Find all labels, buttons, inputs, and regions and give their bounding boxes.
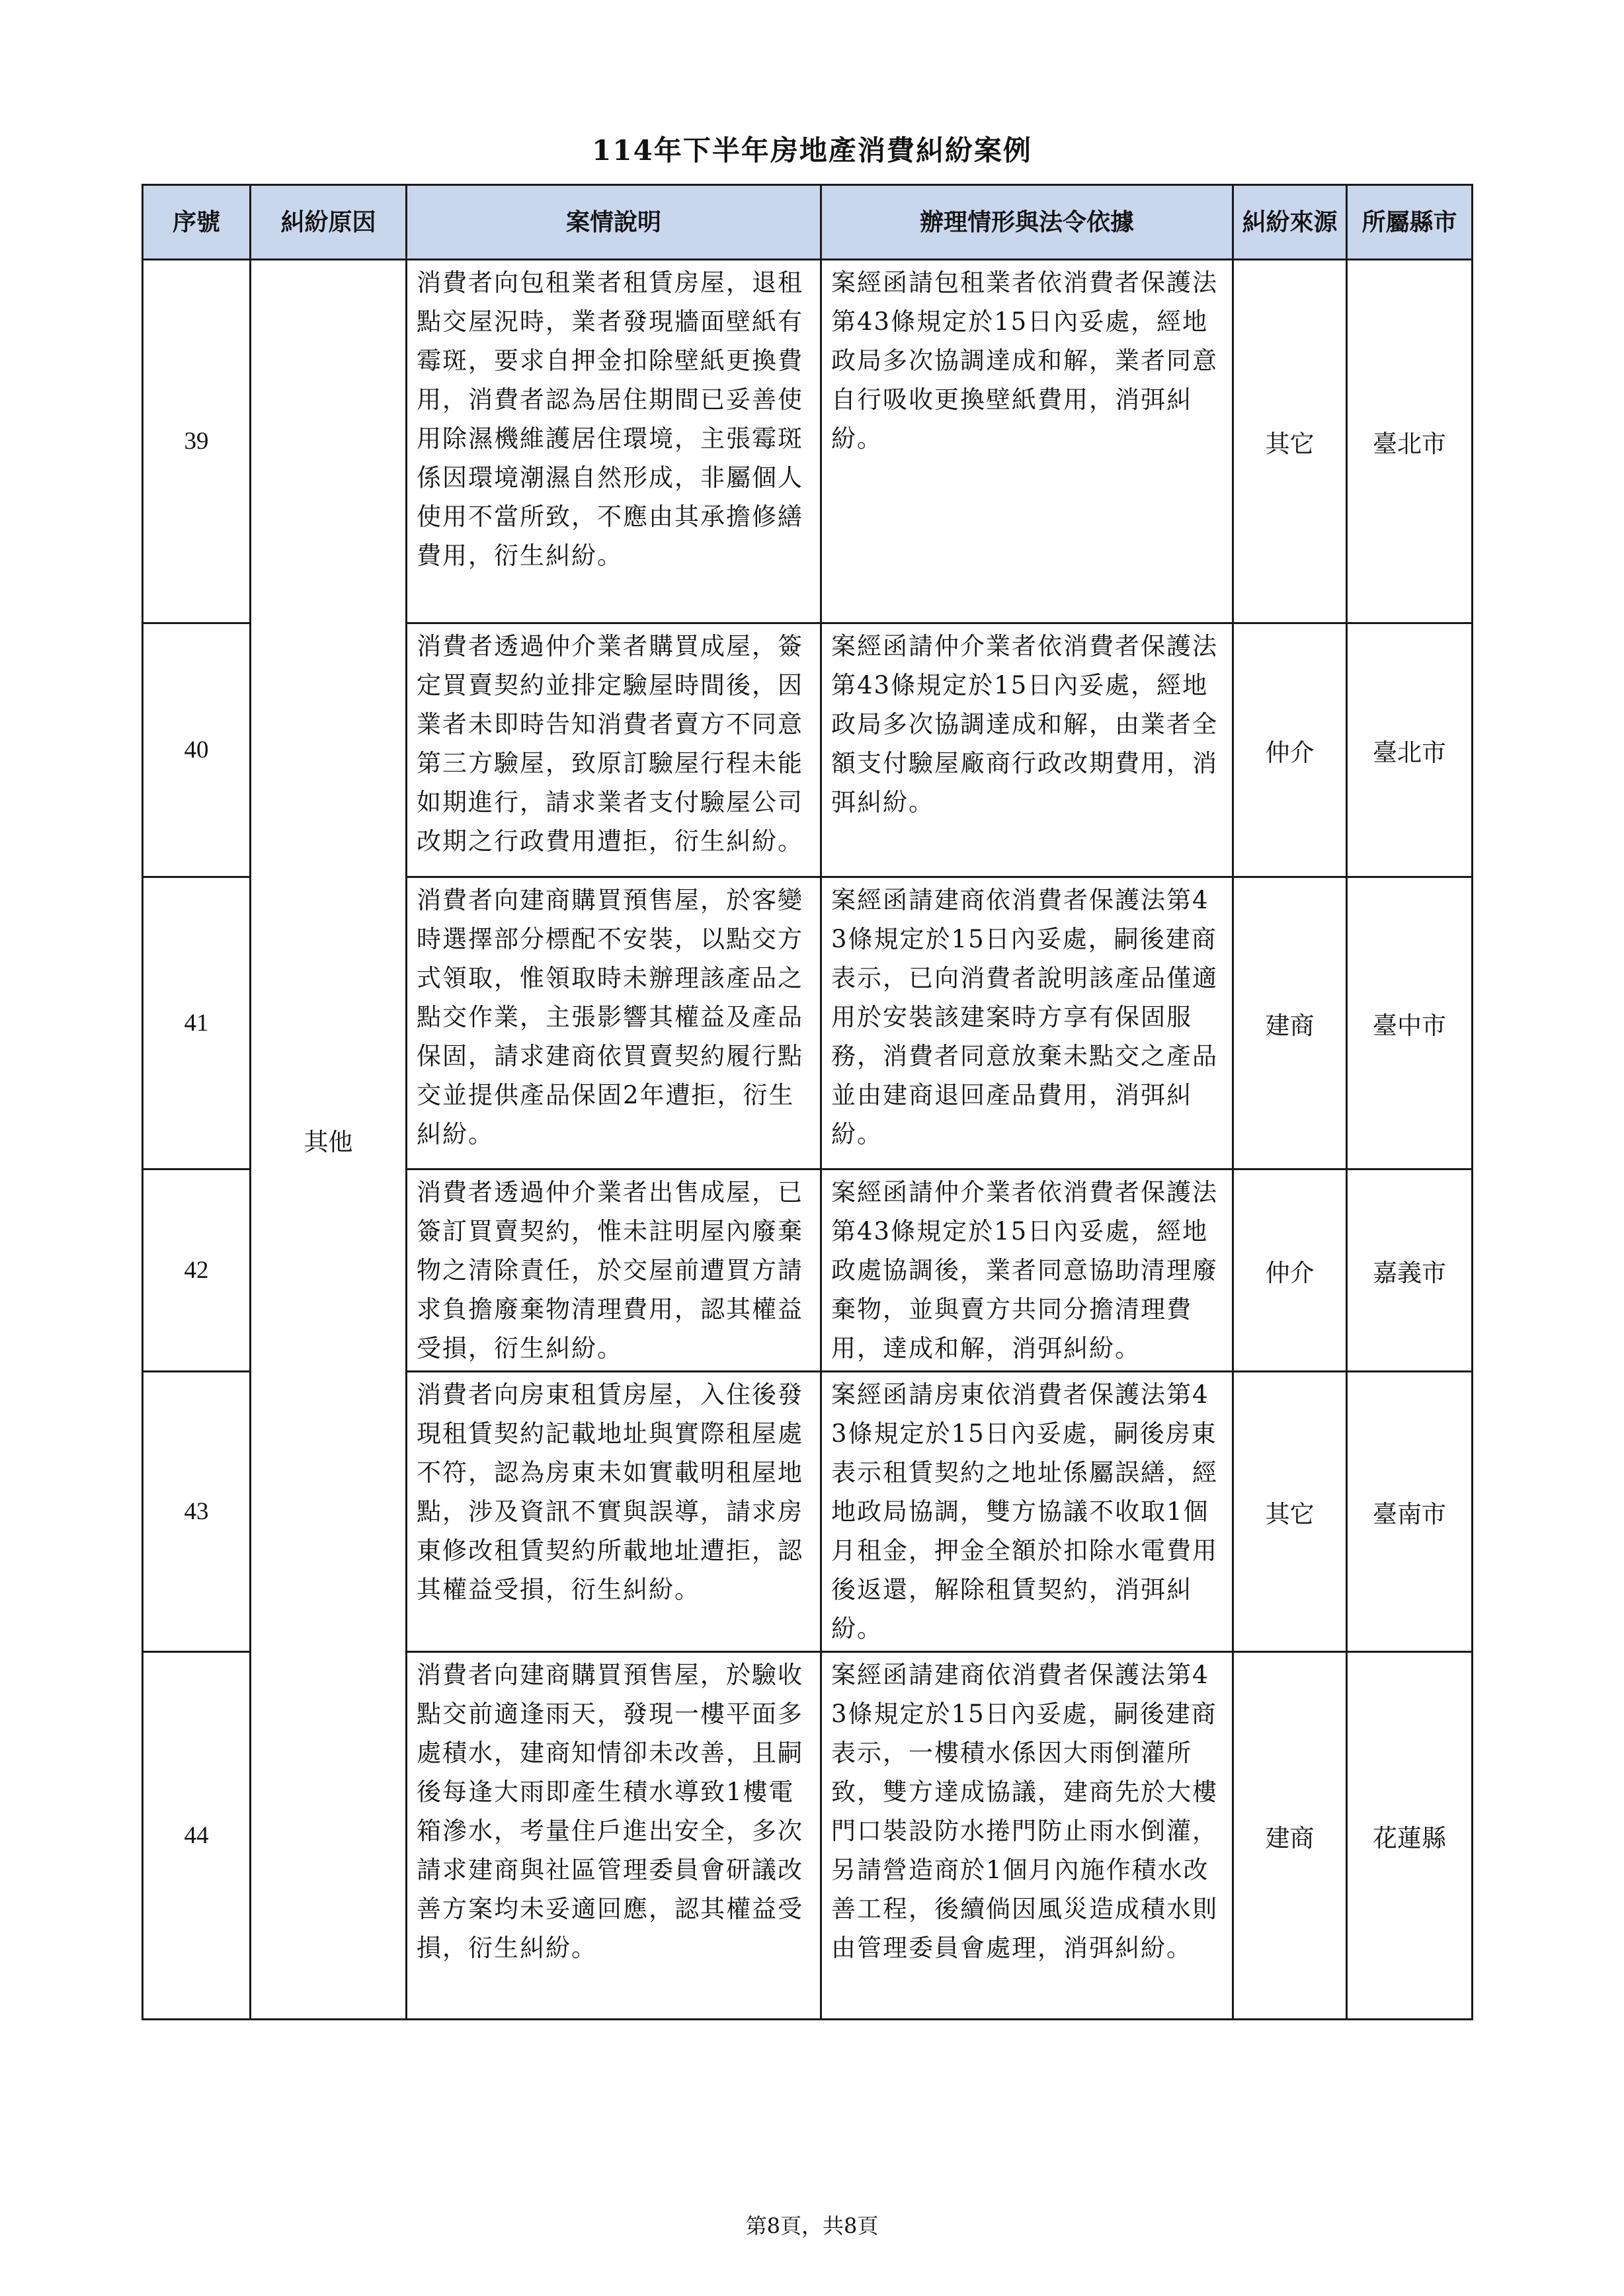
col-header-handling: 辦理情形與法令依據 — [821, 185, 1233, 260]
row-number: 39 — [143, 260, 251, 623]
case-handling: 案經函請仲介業者依消費者保護法第43條規定於15日內妥處，經地政局多次協調達成和解，由業者全額支付驗屋廠商行政改期費用，消弭糾紛。 — [821, 623, 1233, 877]
row-number: 41 — [143, 877, 251, 1169]
case-description: 消費者透過仲介業者出售成屋，已簽訂買賣契約，惟未註明屋內廢棄物之清除責任，於交屋前遭買方請求負擔廢棄物清理費用，認其權益受損，衍生糾紛。 — [407, 1169, 821, 1372]
col-header-county: 所屬縣市 — [1347, 185, 1473, 260]
col-header-desc: 案情說明 — [407, 185, 821, 260]
case-handling: 案經函請仲介業者依消費者保護法第43條規定於15日內妥處，經地政處協調後，業者同意協助清理廢棄物，並與賣方共同分擔清理費用，達成和解，消弭糾紛。 — [821, 1169, 1233, 1372]
case-description: 消費者向包租業者租賃房屋，退租點交屋況時，業者發現牆面壁紙有霉斑，要求自押金扣除壁紙更換費用，消費者認為居住期間已妥善使用除濕機維護居住環境，主張霉斑係因環境潮濕自然形成，非屬個人使用不當所致，不應由其承擔修繕費用，衍生糾紛。 — [407, 260, 821, 623]
case-handling: 案經函請包租業者依消費者保護法第43條規定於15日內妥處，經地政局多次協調達成和解，業者同意自行吸收更換壁紙費用，消弭糾紛。 — [821, 260, 1233, 623]
case-description: 消費者透過仲介業者購買成屋，簽定買賣契約並排定驗屋時間後，因業者未即時告知消費者賣方不同意第三方驗屋，致原訂驗屋行程未能如期進行，請求業者支付驗屋公司改期之行政費用遭拒，衍生糾紛。 — [407, 623, 821, 877]
dispute-source: 仲介 — [1233, 623, 1347, 877]
page-footer: 第8頁，共8頁 — [745, 2213, 879, 2238]
row-number: 40 — [143, 623, 251, 877]
dispute-source: 其它 — [1233, 260, 1347, 623]
case-description: 消費者向建商購買預售屋，於客變時選擇部分標配不安裝，以點交方式領取，惟領取時未辦理該產品之點交作業，主張影響其權益及產品保固，請求建商依買賣契約履行點交並提供產品保固2年遭拒，衍生糾紛。 — [407, 877, 821, 1169]
case-handling: 案經函請建商依消費者保護法第43條規定於15日內妥處，嗣後建商表示，一樓積水係因大雨倒灌所致，雙方達成協議，建商先於大樓門口裝設防水捲門防止雨水倒灌，另請營造商於1個月內施作積水改善工程，後續倘因風災造成積水則由管理委員會處理，消弭糾紛。 — [821, 1652, 1233, 2020]
county: 花蓮縣 — [1347, 1652, 1473, 2020]
case-handling: 案經函請房東依消費者保護法第43條規定於15日內妥處，嗣後房東表示租賃契約之地址係屬誤繕，經地政局協調，雙方協議不收取1個月租金，押金全額於扣除水電費用後返還，解除租賃契約，消弭糾紛。 — [821, 1372, 1233, 1652]
col-header-source: 糾紛來源 — [1233, 185, 1347, 260]
dispute-reason-cell: 其他 — [251, 260, 407, 2020]
county: 臺北市 — [1347, 623, 1473, 877]
col-header-reason: 糾紛原因 — [251, 185, 407, 260]
county: 臺中市 — [1347, 877, 1473, 1169]
case-handling: 案經函請建商依消費者保護法第43條規定於15日內妥處，嗣後建商表示，已向消費者說明該產品僅適用於安裝該建案時方享有保固服務，消費者同意放棄未點交之產品並由建商退回產品費用，消弭糾紛。 — [821, 877, 1233, 1169]
dispute-source: 其它 — [1233, 1372, 1347, 1652]
row-number: 43 — [143, 1372, 251, 1652]
county: 臺北市 — [1347, 260, 1473, 623]
dispute-cases-table — [142, 184, 1473, 2020]
page-title: 114年下半年房地產消費糾紛案例 — [592, 134, 1032, 167]
county: 臺南市 — [1347, 1372, 1473, 1652]
dispute-source: 建商 — [1233, 877, 1347, 1169]
dispute-source: 仲介 — [1233, 1169, 1347, 1372]
case-description: 消費者向房東租賃房屋，入住後發現租賃契約記載地址與實際租屋處不符，認為房東未如實載明租屋地點，涉及資訊不實與誤導，請求房東修改租賃契約所載地址遭拒，認其權益受損，衍生糾紛。 — [407, 1372, 821, 1652]
row-number: 42 — [143, 1169, 251, 1372]
row-number: 44 — [143, 1652, 251, 2020]
col-header-no: 序號 — [143, 185, 251, 260]
table-row — [143, 260, 1473, 623]
county: 嘉義市 — [1347, 1169, 1473, 1372]
header-row — [143, 185, 1473, 260]
dispute-source: 建商 — [1233, 1652, 1347, 2020]
case-description: 消費者向建商購買預售屋，於驗收點交前適逢雨天，發現一樓平面多處積水，建商知情卻未改善，且嗣後每逢大雨即產生積水導致1樓電箱滲水，考量住戶進出安全，多次請求建商與社區管理委員會研議改善方案均未妥適回應，認其權益受損，衍生糾紛。 — [407, 1652, 821, 2020]
